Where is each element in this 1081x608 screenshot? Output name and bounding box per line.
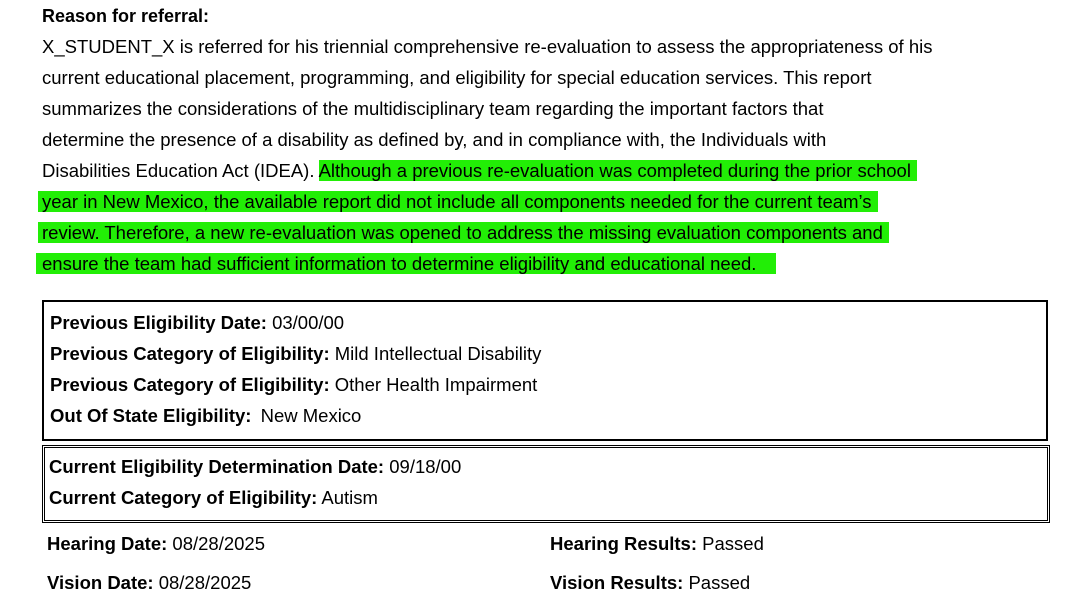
vision-date xyxy=(47,572,251,594)
field-value: Other Health Impairment xyxy=(334,374,538,395)
hearing-date xyxy=(47,533,265,555)
previous-eligibility-box xyxy=(42,300,1048,441)
field-label: Current Eligibility Determination Date: xyxy=(49,456,385,477)
paragraph-line xyxy=(42,157,917,188)
section-heading: Reason for referral: xyxy=(42,6,210,26)
out-of-state-row xyxy=(50,405,361,427)
field-value: Passed xyxy=(702,533,764,554)
field-label: Previous Category of Eligibility: xyxy=(50,374,330,395)
paragraph-text: Disabilities Education Act (IDEA). xyxy=(42,160,315,181)
current-eligibility-date-row xyxy=(49,456,461,478)
field-value: 03/00/00 xyxy=(272,312,345,333)
paragraph-line xyxy=(38,219,889,250)
previous-eligibility-date-row xyxy=(50,312,344,334)
field-value: New Mexico xyxy=(260,405,362,426)
paragraph-line: current educational placement, programming, and eligibility for special education services. This report xyxy=(42,67,872,88)
previous-category-row xyxy=(50,374,537,396)
highlighted-text: review. Therefore, a new re-evaluation was opened to address the missing evaluation components and xyxy=(38,222,889,243)
field-label: Previous Eligibility Date: xyxy=(50,312,267,333)
field-value: 08/28/2025 xyxy=(172,533,266,554)
paragraph-line: summarizes the considerations of the multidisciplinary team regarding the important factors that xyxy=(42,98,824,119)
hearing-results xyxy=(550,533,764,555)
field-label: Vision Results: xyxy=(550,572,684,593)
field-value: Autism xyxy=(321,487,378,508)
field-value: 08/28/2025 xyxy=(158,572,252,593)
current-category-row xyxy=(49,487,378,509)
field-label: Hearing Results: xyxy=(550,533,698,554)
field-value: Mild Intellectual Disability xyxy=(334,343,542,364)
field-label: Vision Date: xyxy=(47,572,154,593)
field-value: 09/18/00 xyxy=(389,456,462,477)
paragraph-line: X_STUDENT_X is referred for his triennial comprehensive re-evaluation to assess the appropriateness of his xyxy=(42,36,933,57)
current-eligibility-box xyxy=(42,445,1050,523)
previous-category-row xyxy=(50,343,541,365)
highlighted-text: year in New Mexico, the available report did not include all components needed for the current team’s xyxy=(38,191,878,212)
field-value: Passed xyxy=(688,572,751,593)
field-label: Out Of State Eligibility: xyxy=(50,405,252,426)
highlighted-text: Although a previous re-evaluation was completed during the prior school xyxy=(319,160,917,181)
highlighted-text: ensure the team had sufficient information to determine eligibility and educational need. xyxy=(36,253,776,274)
field-label: Hearing Date: xyxy=(47,533,168,554)
paragraph-line xyxy=(38,188,878,219)
paragraph-line: determine the presence of a disability as defined by, and in compliance with, the Individuals with xyxy=(42,129,827,150)
field-label: Previous Category of Eligibility: xyxy=(50,343,330,364)
vision-results xyxy=(550,572,750,594)
paragraph-line xyxy=(36,250,776,281)
field-label: Current Category of Eligibility: xyxy=(49,487,318,508)
